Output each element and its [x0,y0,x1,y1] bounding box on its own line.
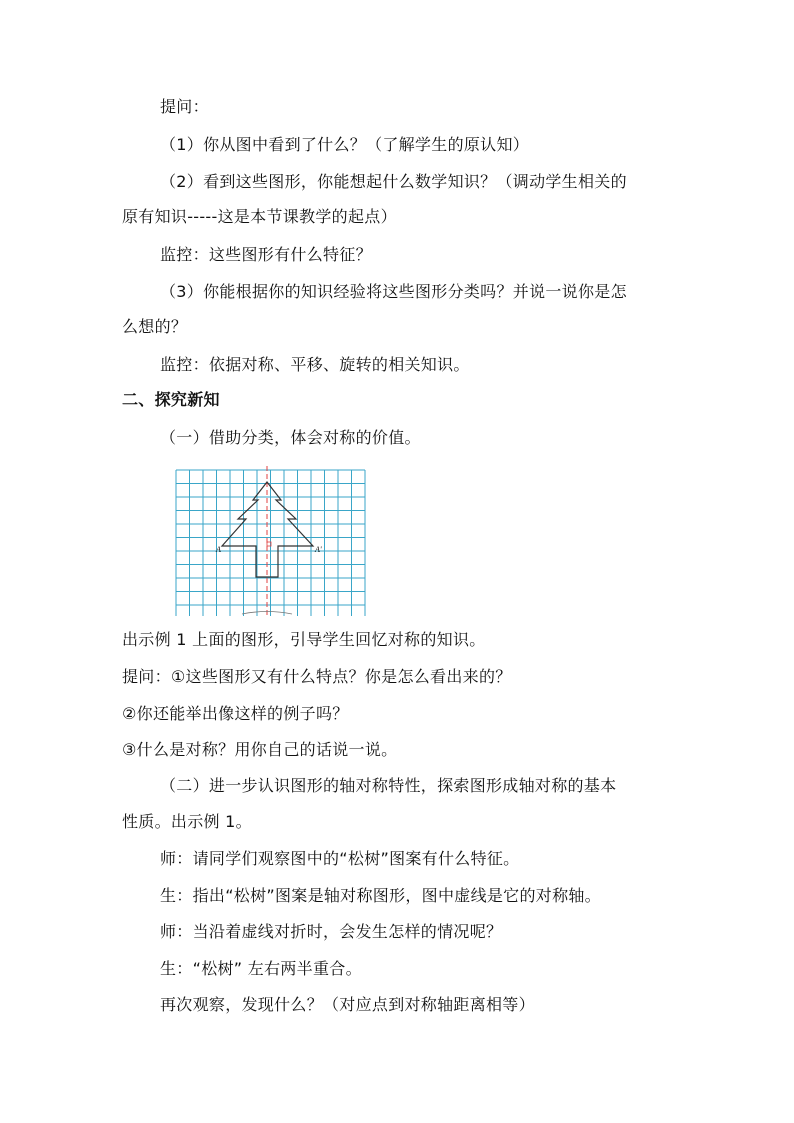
text-line-19: 师：当沿着虚线对折时，会发生怎样的情况呢？ [160,922,503,941]
text-line-6: （3）你能根据你的知识经验将这些图形分类吗？并说一说你是怎 [160,282,627,301]
text-line-20: 生：“松树” 左右两半重合。 [160,959,362,978]
point-label-a-prime: A' [315,545,322,554]
text-line-17: 师：请同学们观察图中的“松树”图案有什么特征。 [160,849,520,868]
text-line-14: ③什么是对称？用你自己的话说一说。 [122,740,398,759]
text-line-3: （2）看到这些图形，你能想起什么数学知识？（调动学生相关的 [160,172,627,191]
text-line-16: 性质。出示例 1。 [122,812,252,831]
text-line-1: 提问： [160,97,209,116]
pine-tree-grid-figure [172,466,368,616]
text-line-2: （1）你从图中看到了什么？（了解学生的原认知） [160,135,530,154]
text-line-12: 提问：①这些图形又有什么特点？你是怎么看出来的？ [122,667,512,686]
text-line-10: （一）借助分类，体会对称的价值。 [160,428,421,447]
text-line-8: 监控：依据对称、平移、旋转的相关知识。 [160,355,470,374]
text-line-11: 出示例 1 上面的图形，引导学生回忆对称的知识。 [122,630,486,649]
text-line-13: ②你还能举出像这样的例子吗？ [122,704,349,723]
grid-lines [176,470,365,616]
point-label-a: A [216,545,221,554]
text-line-7: 么想的？ [122,317,188,336]
section-heading: 二、探究新知 [122,390,220,409]
text-line-4: 原有知识-----这是本节课教学的起点） [122,207,397,226]
text-line-18: 生：指出“松树”图案是轴对称图形，图中虚线是它的对称轴。 [160,886,601,905]
text-line-15: （二）进一步认识图形的轴对称特性，探索图形成轴对称的基本 [160,776,617,795]
text-line-21: 再次观察，发现什么？（对应点到对称轴距离相等） [160,995,535,1014]
text-line-5: 监控：这些图形有什么特征？ [160,245,372,264]
